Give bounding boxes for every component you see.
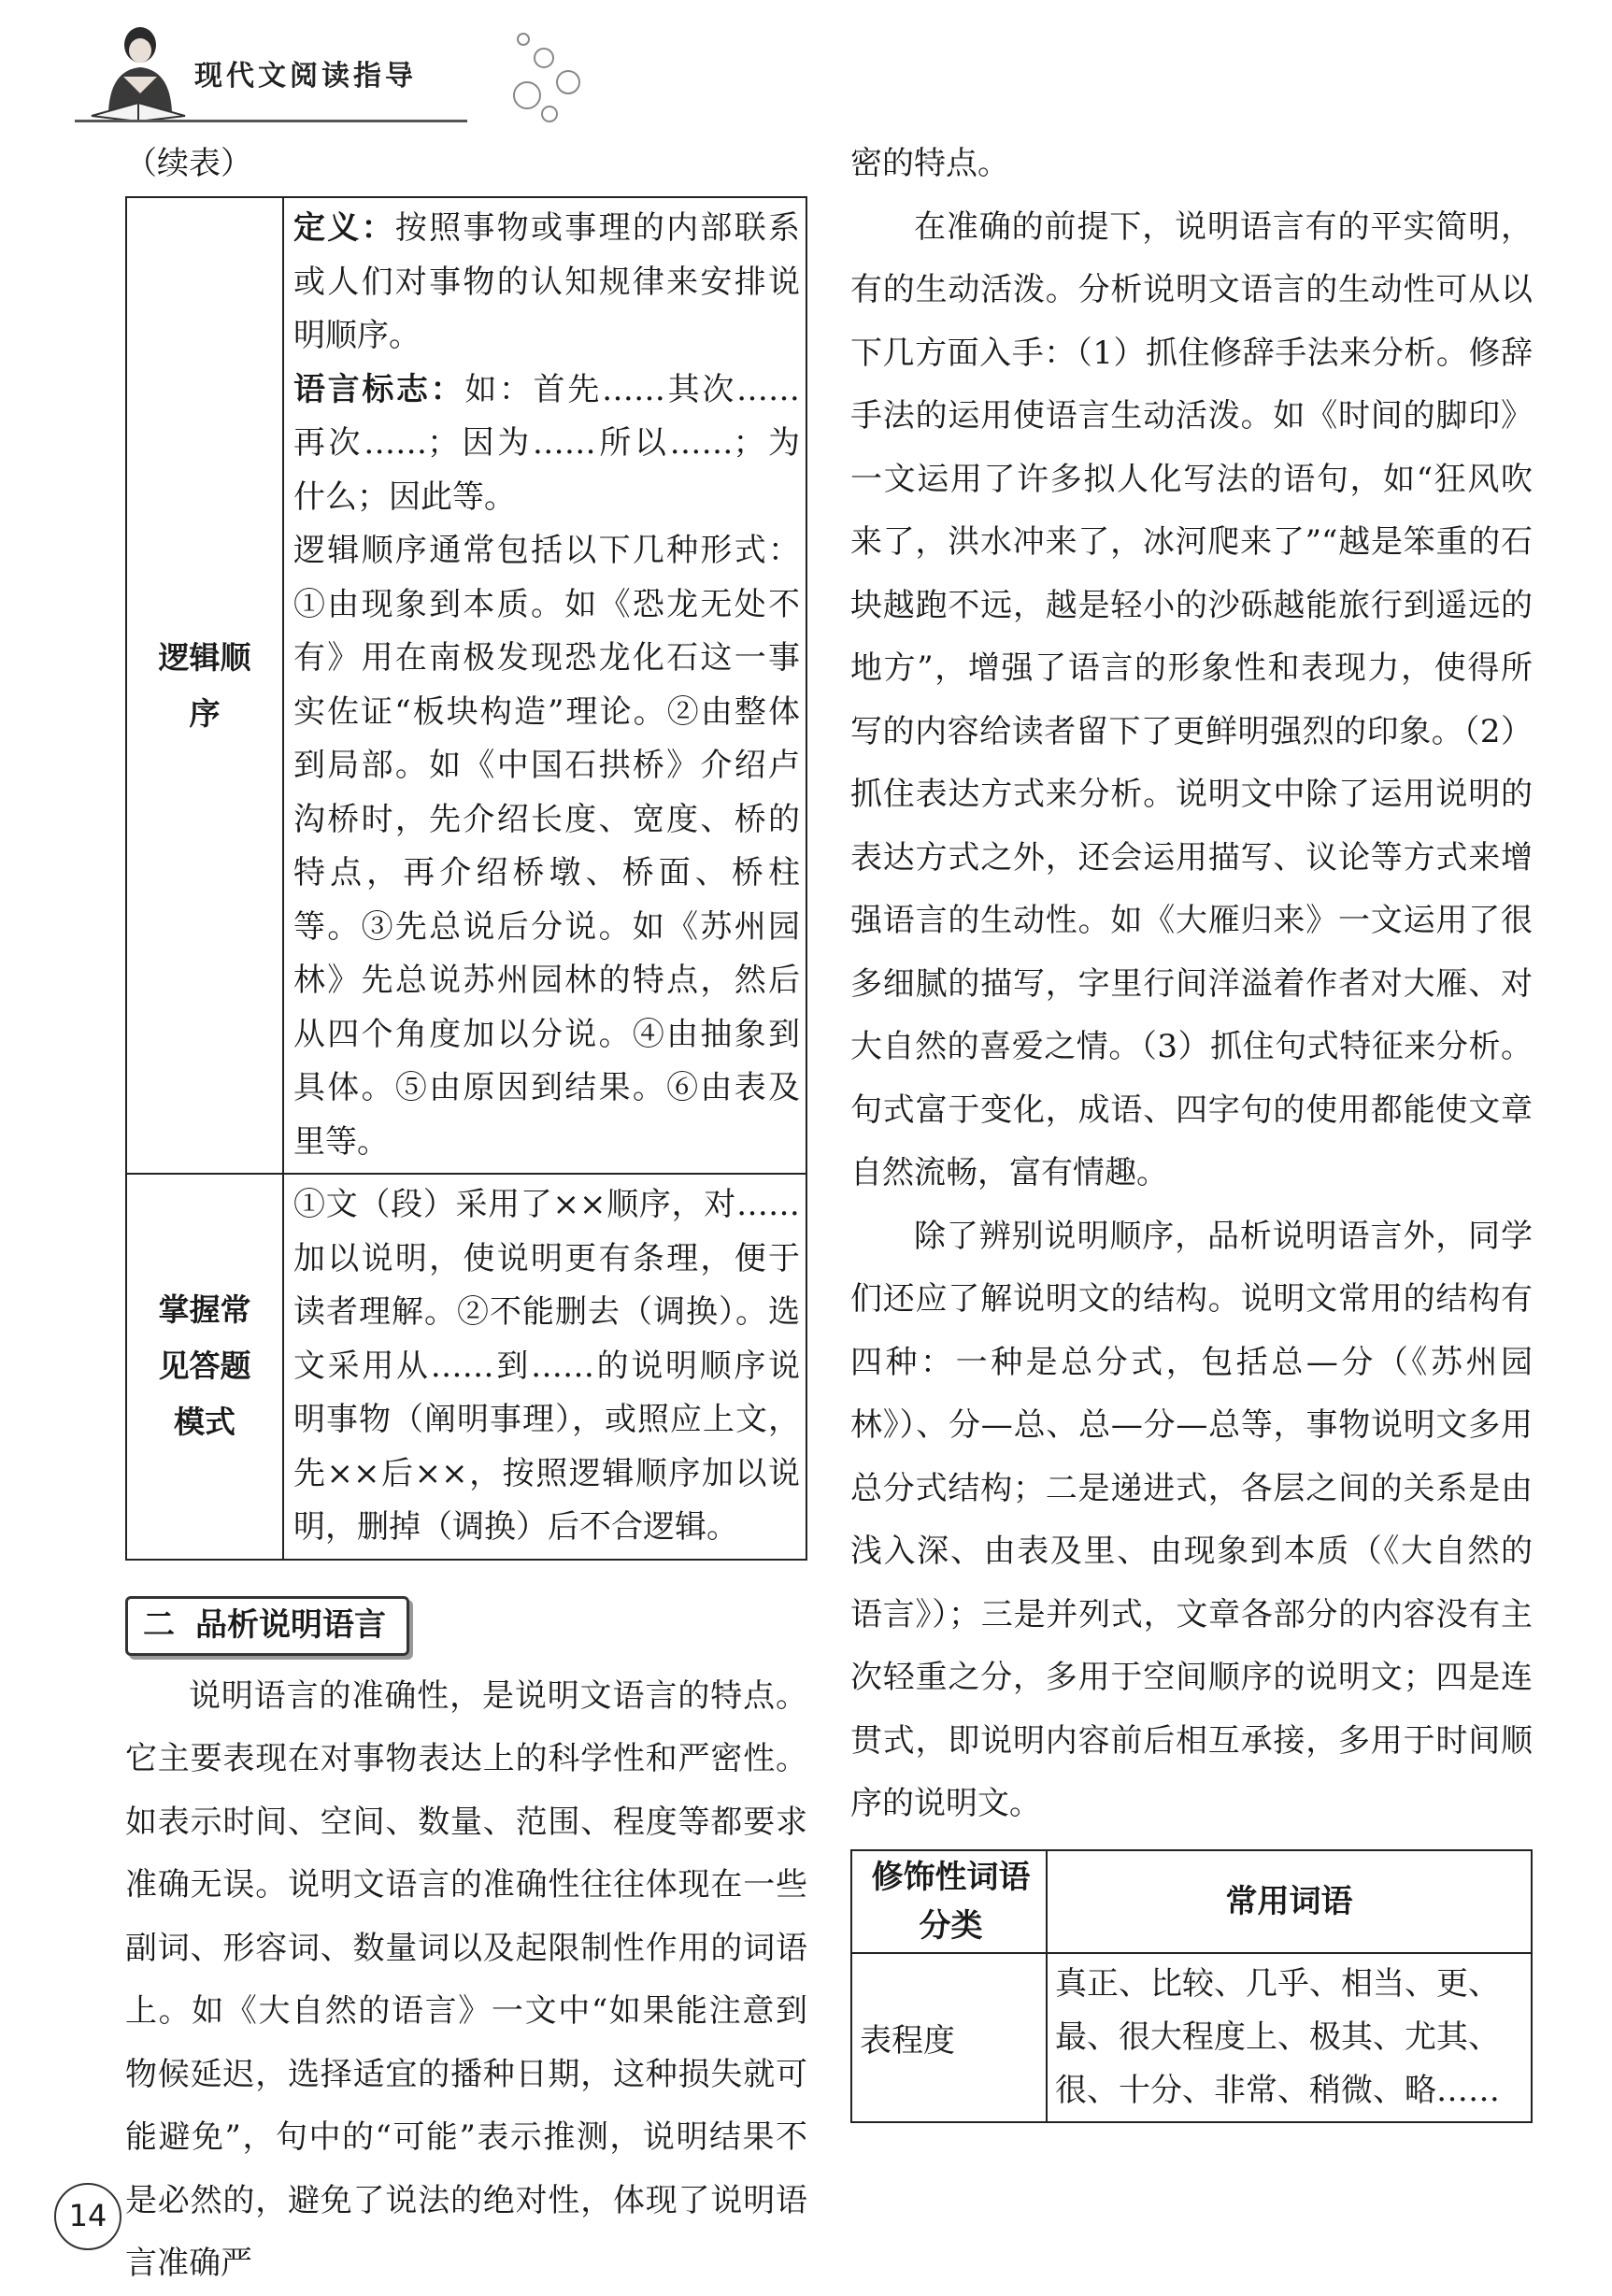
- definition-label: 定义：: [293, 209, 395, 247]
- category-cell: 表程度: [851, 1953, 1047, 2122]
- reading-student-icon: [82, 19, 194, 121]
- header-common-words: 常用词语: [1047, 1850, 1532, 1953]
- left-column: [125, 140, 807, 2296]
- body-paragraph: 密的特点。: [850, 145, 1009, 182]
- body-paragraph: 说明语言的准确性，是说明文语言的特点。它主要表现在对事物表达上的科学性和严密性。如表示时间、空间、数量、范围、程度等都要求准确无误。说明文语言的准确性往往体现在一些副词、形容词、数量词以及起限制性作用的词语上。如《大自然的语言》一文中“如果能注意到物候延迟，选择适宜的播种日期，这种损失就可能避免”，句中的“可能”表示推测，说明结果不是必然的，避免了说法的绝对性，体现了说明语言准确严: [125, 1676, 807, 2282]
- body-paragraph: 除了辨别说明顺序，品析说明语言外，同学们还应了解说明文的结构。说明文常用的结构有四种：一种是总分式，包括总—分（《苏州园林》）、分—总、总—分—总等，事物说明文多用总分式结构；二是递进式，各层之间的关系是由浅入深、由表及里、由现象到本质（《大自然的语言》）；三是并列式，文章各部分的内容没有主次轻重之分，多用于空间顺序的说明文；四是连贯式，即说明内容前后相互承接，多用于时间顺序的说明文。: [850, 1217, 1533, 1822]
- section-number: 二: [143, 1605, 175, 1644]
- row-label-answer-patterns: 掌握常见答题模式: [126, 1174, 283, 1560]
- page-number: 14: [54, 2183, 121, 2250]
- table-row: [126, 197, 806, 1174]
- continued-label: （续表）: [125, 145, 252, 182]
- modifier-words-table: [850, 1849, 1533, 2123]
- markers-text: 语言标志：如：首先……其次……再次……；因为……所以……；为什么；因此等。: [293, 370, 801, 516]
- order-table: [125, 196, 807, 1561]
- answer-pattern-text: ①文（段）采用了××顺序，对……加以说明，使说明更有条理，便于读者理解。②不能删去（调换）。选文采用从……到……的说明顺序说明事物（阐明事理），或照应上文，先××后××，按照逻辑顺序加以说明，删掉（调换）后不合逻辑。: [293, 1186, 800, 1546]
- section-heading: [125, 1596, 409, 1656]
- header-rule: [75, 120, 467, 122]
- table-row: [126, 1174, 806, 1560]
- header-title: 现代文阅读指导: [194, 60, 417, 93]
- table-row: [851, 1953, 1532, 2122]
- row-content: [283, 197, 806, 1174]
- section-title: 品析说明语言: [195, 1605, 386, 1644]
- row-content: [283, 1174, 806, 1560]
- row-label-logic-order: 逻辑顺序: [126, 197, 283, 1174]
- markers-label: 语言标志：: [293, 370, 465, 408]
- right-column: [850, 140, 1533, 2123]
- forms-text: 逻辑顺序通常包括以下几种形式：①由现象到本质。如《恐龙无处不有》用在南极发现恐龙化石这一事实佐证“板块构造”理论。②由整体到局部。如《中国石拱桥》介绍卢沟桥时，先介绍长度、宽度、桥的特点，再介绍桥墩、桥面、桥柱等。③先总说后分说。如《苏州园林》先总说苏州园林的特点，然后从四个角度加以分说。④由抽象到具体。⑤由原因到结果。⑥由表及里等。: [293, 532, 800, 1161]
- decorative-circles-icon: [449, 28, 607, 131]
- words-cell: 真正、比较、几乎、相当、更、最、很大程度上、极其、尤其、很、十分、非常、稍微、略……: [1047, 1953, 1532, 2122]
- header-category: 修饰性词语分类: [851, 1850, 1047, 1953]
- table-header-row: [851, 1850, 1532, 1953]
- definition-text: 定义：按照事物或事理的内部联系或人们对事物的认知规律来安排说明顺序。: [293, 209, 801, 354]
- page-header: [75, 19, 561, 126]
- body-paragraph: 在准确的前提下，说明语言有的平实简明，有的生动活泼。分析说明文语言的生动性可从以下几方面入手：（1）抓住修辞手法来分析。修辞手法的运用使语言生动活泼。如《时间的脚印》一文运用了许多拟人化写法的语句，如“狂风吹来了，洪水冲来了，冰河爬来了”“越是笨重的石块越跑不远，越是轻小的沙砾越能旅行到遥远的地方”，增强了语言的形象性和表现力，使得所写的内容给读者留下了更鲜明强烈的印象。（2）抓住表达方式来分析。说明文中除了运用说明的表达方式之外，还会运用描写、议论等方式来增强语言的生动性。如《大雁归来》一文运用了很多细腻的描写，字里行间洋溢着作者对大雁、对大自然的喜爱之情。（3）抓住句式特征来分析。句式富于变化，成语、四字句的使用都能使文章自然流畅，富有情趣。: [850, 207, 1533, 1191]
